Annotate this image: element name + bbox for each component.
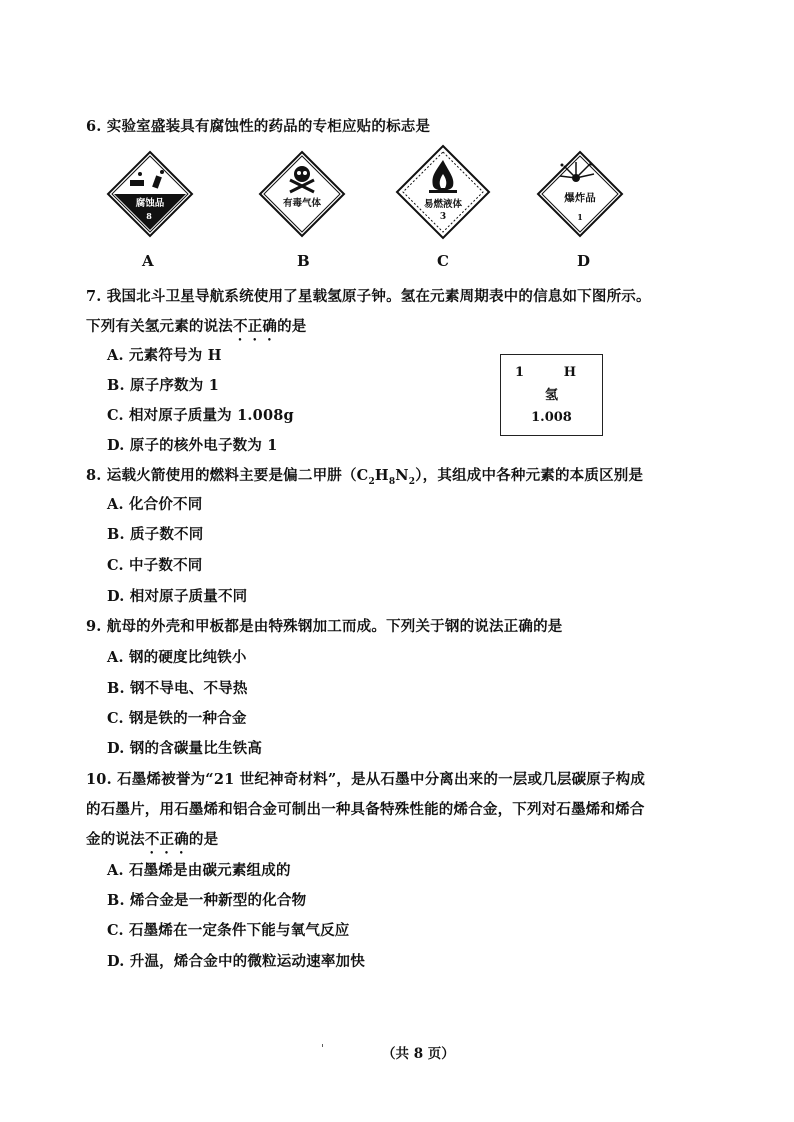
page-footer: （共 8 页） <box>382 1046 455 1062</box>
sign-a-letter: A <box>142 252 154 270</box>
q8-stem: 8. 运载火箭使用的燃料主要是偏二甲肼$(C_2H_8N_2)$，其组成中各种元素的本质区别是 <box>86 467 644 487</box>
sign-b-letter: B <box>297 252 310 270</box>
element-symbol: H <box>563 365 576 380</box>
atomic-number: 1 <box>515 365 525 380</box>
emphasis-not-correct: 不正确 <box>233 318 278 335</box>
q10-option-c: C. 石墨烯在一定条件下能与氧气反应 <box>107 922 350 939</box>
corrosive-icon <box>106 150 194 238</box>
emphasis-not-correct: 不正确 <box>144 831 189 848</box>
q7-option-d: D. 原子的核外电子数为 1 <box>107 437 278 454</box>
q7-option-a: A. 元素符号为 H <box>107 347 222 364</box>
q7-stem-line2: 下列有关氢元素的说法不正确的是 <box>86 318 307 335</box>
q6-stem: 6. 实验室盛装具有腐蚀性的药品的专柜应贴的标志是 <box>86 118 431 135</box>
q9-stem: 9. 航母的外壳和甲板都是由特殊钢加工而成。下列关于钢的说法正确的是 <box>86 618 563 635</box>
q7-option-b: B. 原子序数为 1 <box>107 377 219 394</box>
q9-option-d: D. 钢的含碳量比生铁高 <box>107 740 263 757</box>
sign-d-label: 爆炸品 <box>564 192 596 204</box>
sign-d-number: 1 <box>577 212 583 222</box>
q8-option-a: A. 化合价不同 <box>107 496 203 513</box>
q8-option-d: D. 相对原子质量不同 <box>107 588 248 605</box>
sign-c-number: 3 <box>439 212 447 222</box>
periodic-table-cell-hydrogen <box>500 354 603 436</box>
sign-a-number: 8 <box>146 211 152 221</box>
q9-option-a: A. 钢的硬度比纯铁小 <box>107 649 247 666</box>
q9-option-b: B. 钢不导电、不导热 <box>107 680 248 697</box>
q10-option-d: D. 升温，烯合金中的微粒运动速率加快 <box>107 953 365 970</box>
element-name: 氢 <box>544 388 558 403</box>
q7-option-c: C. 相对原子质量为 1.008g <box>107 407 294 424</box>
sign-d-letter: D <box>577 252 591 270</box>
sign-c-label: 易燃液体 <box>423 199 462 210</box>
sign-b-label: 有毒气体 <box>282 198 321 209</box>
q10-stem-line2: 的石墨片，用石墨烯和铝合金可制出一种具备特殊性能的烯合金，下列对石墨烯和烯合 <box>86 801 645 818</box>
atomic-mass: 1.008 <box>531 410 572 425</box>
q10-option-a: A. 石墨烯是由碳元素组成的 <box>107 862 291 879</box>
q9-option-c: C. 钢是铁的一种合金 <box>107 710 247 727</box>
q10-stem-line1: 10. 石墨烯被誉为“21 世纪神奇材料”，是从石墨中分离出来的一层或几层碳原子构成 <box>86 771 646 788</box>
skull-crossbones-icon <box>258 150 346 238</box>
q7-stem-line1: 7. 我国北斗卫星导航系统使用了星载氢原子钟。氢在元素周期表中的信息如下图所示。 <box>86 288 651 305</box>
q8-option-b: B. 质子数不同 <box>107 526 204 543</box>
flame-icon <box>395 144 491 240</box>
sign-a-label: 腐蚀品 <box>135 198 165 209</box>
q10-option-b: B. 烯合金是一种新型的化合物 <box>107 892 307 909</box>
q8-option-c: C. 中子数不同 <box>107 557 203 574</box>
q10-stem-line3: 金的说法不正确的是 <box>86 831 219 848</box>
hazard-signs <box>0 0 794 280</box>
scan-mark: ' <box>321 1042 325 1055</box>
sign-c-letter: C <box>437 252 449 270</box>
